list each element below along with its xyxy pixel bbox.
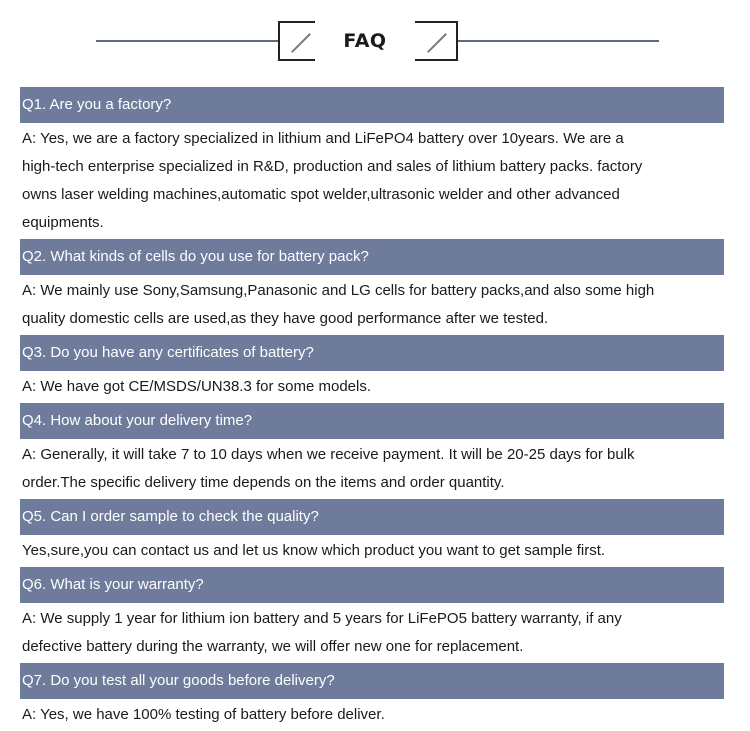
faq-list [20,87,724,731]
page-title: FAQ [343,30,387,52]
faq-question: Q3. Do you have any certificates of battery? [20,335,724,371]
faq-question: Q2. What kinds of cells do you use for battery pack? [20,239,724,275]
faq-answer: A: Yes, we have 100% testing of battery before deliver. [22,706,385,723]
faq-header [0,0,750,80]
faq-item [20,239,724,335]
faq-answer: A: We mainly use Sony,Samsung,Panasonic and LG cells for battery packs,and also some high quality domestic cells are used,as they have good performance after we tested. [22,282,655,327]
faq-item [20,663,724,731]
faq-question: Q4. How about your delivery time? [20,403,724,439]
faq-question: Q5. Can I order sample to check the quality? [20,499,724,535]
faq-item [20,403,724,499]
faq-question: Q6. What is your warranty? [20,567,724,603]
faq-answer: Yes,sure,you can contact us and let us know which product you want to get sample first. [22,542,606,559]
faq-answer: A: We have got CE/MSDS/UN38.3 for some models. [22,378,372,395]
header-divider-left [96,40,280,42]
faq-item [20,567,724,663]
faq-question: Q1. Are you a factory? [20,87,724,123]
frame-gap-top [315,19,415,23]
faq-answer: A: Yes, we are a factory specialized in lithium and LiFePO4 battery over 10years. We are a high-tech enterprise specialized in R&D, production and sales of lithium battery packs. factory owns laser welding machines,automatic spot welder,ultrasonic welder and other advanced equipments. [22,130,643,231]
faq-question: Q7. Do you test all your goods before delivery? [20,663,724,699]
faq-answer: A: We supply 1 year for lithium ion battery and 5 years for LiFePO5 battery warranty, if any defective battery during the warranty, we will offer new one for replacement. [22,610,622,655]
header-divider-right [452,40,659,42]
faq-item [20,335,724,403]
faq-item [20,499,724,567]
faq-item [20,87,724,239]
frame-gap-bottom [315,59,415,63]
faq-answer: A: Generally, it will take 7 to 10 days when we receive payment. It will be 20-25 days for bulk order.The specific delivery time depends on the items and order quantity. [22,446,635,491]
